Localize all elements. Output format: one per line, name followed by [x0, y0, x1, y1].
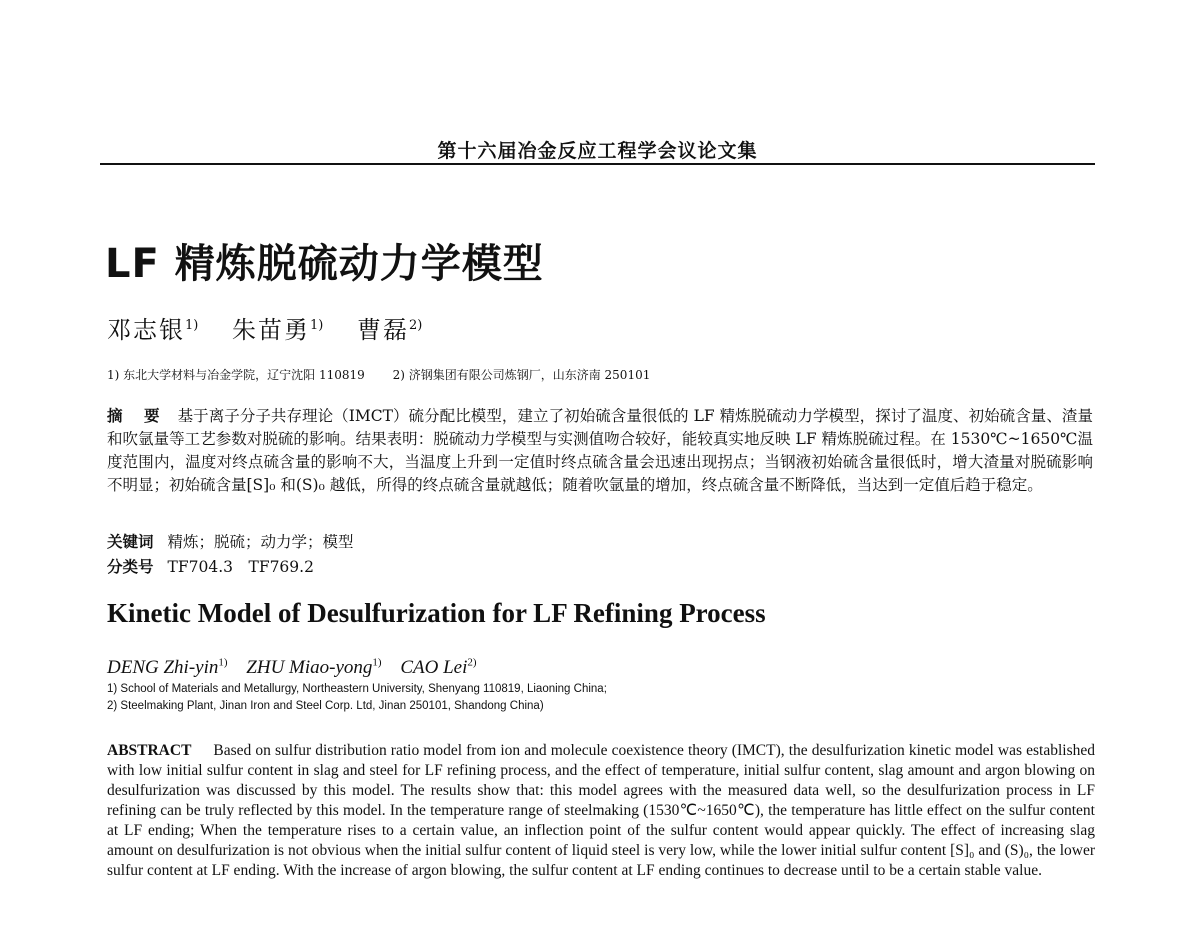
keywords-cn-label: 关键词 [107, 533, 154, 551]
abstract-cn [107, 405, 1093, 497]
affiliation-en: 2) Steelmaking Plant, Jinan Iron and Steel Corp. Ltd, Jinan 250101, Shandong China) [107, 700, 544, 712]
author-cn: 邓志银$^{1)}$ [107, 316, 199, 344]
abstract-en [107, 741, 1095, 881]
classification-cn [107, 555, 314, 577]
abstract-en-text: Based on sulfur distribution ratio model from ion and molecule coexistence theory (IMCT), the desulfurization kinetic model was established with low initial sulfur content in slag and steel for LF refining process, and the effect of temperature, initial sulfur content, slag amount and argon blowing on desulfurization was discussed by this model. The results show that: this model agrees with the measured data well, so the desulfurization process in LF refining can be truly reflected by this model. In the temperature range of steelmaking (1530℃~1650℃), the temperature has little effect on the sulfur content at LF ending; When the temperature rises to a certain value, an inflection point of the sulfur content would appear quickly. The effect of increasing slag amount on desulfurization is not obvious when the initial sulfur content of liquid steel is very low, while the lower initial sulfur content [S]₀ and (S)₀, the lower sulfur content at LF ending. With the increase of argon blowing, the sulfur content at LF ending continues to decrease until to be a certain stable value. [107, 742, 1095, 879]
author-en: ZHU Miao-yong$^{1)}$ [246, 657, 382, 679]
running-header: 第十六届冶金反应工程学会议论文集 [437, 140, 758, 162]
affiliation-cn: 1) 东北大学材料与冶金学院，辽宁沈阳 110819 [107, 368, 365, 382]
author-en: CAO Lei$^{2)}$ [400, 657, 477, 679]
abstract-cn-text: 基于离子分子共存理论（IMCT）硫分配比模型，建立了初始硫含量很低的 LF 精炼脱硫动力学模型，探讨了温度、初始硫含量、渣量和吹氩量等工艺参数对脱硫的影响。结果表明：脱硫动力学模型与实测值吻合较好，能较真实地反映 LF 精炼脱硫过程。在 1530℃~1650℃温度范围内，温度对终点硫含量的影响不大，当温度上升到一定值时终点硫含量会迅速出现拐点；当钢液初始硫含量很低时，增大渣量对脱硫影响不明显；初始硫含量[S]₀ 和(S)₀ 越低，所得的终点硫含量就越低；随着吹氩量的增加，终点硫含量不断降低，当达到一定值后趋于稳定。 [107, 407, 1093, 494]
paper-title-cn: LF 精炼脱硫动力学模型 [105, 241, 544, 287]
authors-en [107, 657, 491, 679]
affiliations-cn [107, 366, 674, 383]
author-cn: 朱苗勇$^{1)}$ [231, 316, 324, 344]
affiliation-cn: 2) 济钢集团有限公司炼钢厂，山东济南 250101 [392, 368, 651, 382]
keywords-cn [107, 530, 354, 552]
author-cn: 曹磊$^{2)}$ [356, 316, 423, 344]
authors-cn [107, 310, 448, 345]
author-en: DENG Zhi-yin$^{1)}$ [107, 657, 228, 679]
affiliation-en: 1) School of Materials and Metallurgy, Northeastern University, Shenyang 110819, Liaoning China; [107, 683, 607, 695]
classification-cn-label: 分类号 [107, 558, 154, 576]
abstract-cn-label: 摘 要 [107, 407, 168, 425]
paper-title-en: Kinetic Model of Desulfurization for LF Refining Process [107, 598, 766, 628]
keywords-cn-text: 精炼；脱硫；动力学；模型 [167, 533, 354, 551]
classification-cn-text: TF704.3 TF769.2 [167, 558, 314, 576]
header-rule [100, 163, 1095, 165]
abstract-en-label: ABSTRACT [107, 742, 192, 759]
